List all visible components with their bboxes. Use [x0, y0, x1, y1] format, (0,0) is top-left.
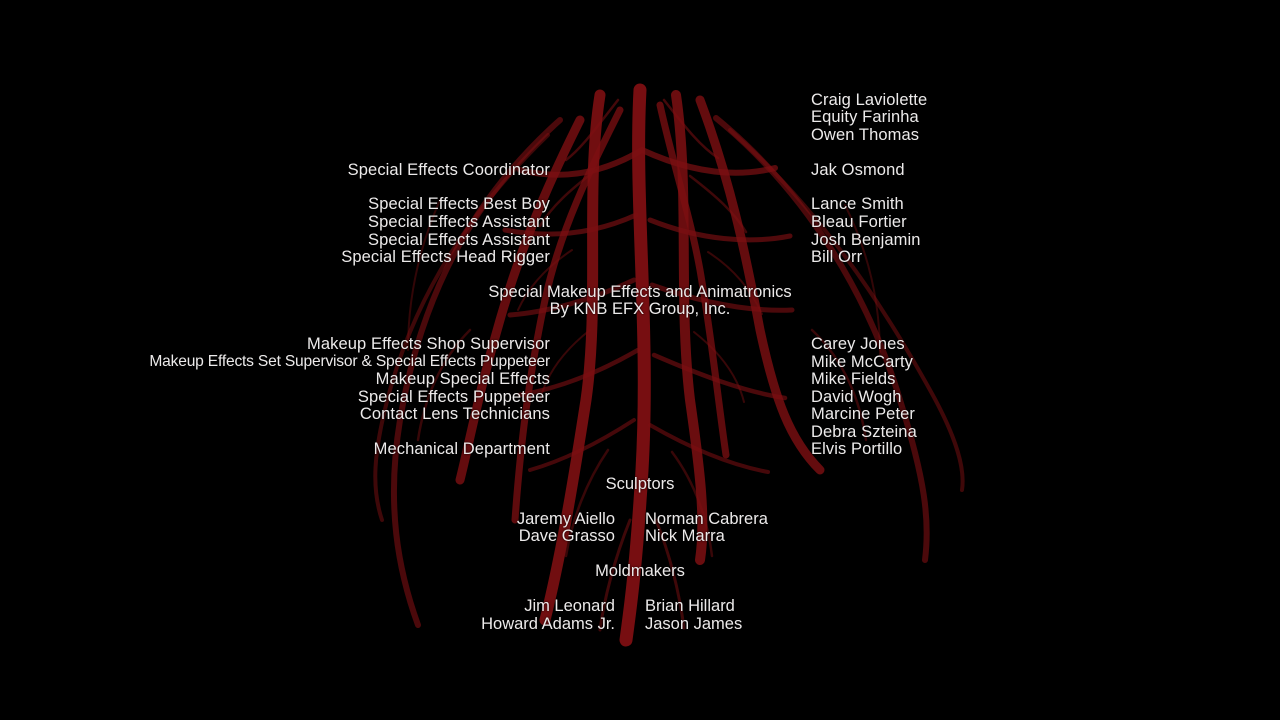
credit-name: Nick Marra: [645, 527, 725, 545]
credit-name: Equity Farinha: [811, 108, 919, 126]
section-heading-line-2: By KNB EFX Group, Inc.: [549, 300, 731, 318]
credit-name: Marcine Peter: [811, 405, 916, 423]
credit-role: Special Effects Assistant: [368, 213, 550, 231]
credit-role: Makeup Special Effects: [375, 370, 550, 388]
credit-name: Carey Jones: [811, 335, 905, 353]
credit-name: Jaremy Aiello: [516, 510, 615, 528]
credit-name: Lance Smith: [811, 195, 904, 213]
credit-name: Howard Adams Jr.: [481, 615, 615, 633]
credit-role: Special Effects Coordinator: [347, 161, 550, 179]
credit-role: Special Effects Head Rigger: [341, 248, 550, 266]
credit-name: Jim Leonard: [524, 597, 615, 615]
credit-role: Contact Lens Technicians: [359, 405, 550, 423]
credit-name: Norman Cabrera: [645, 510, 768, 528]
section-heading-line-1: Special Makeup Effects and Animatronics: [488, 283, 792, 301]
moldmakers-heading: Moldmakers: [595, 562, 685, 580]
credit-name: David Wogh: [811, 388, 902, 406]
credit-name: Jak Osmond: [811, 161, 905, 179]
credit-name: Mike McCarty: [811, 353, 914, 371]
credit-name: Josh Benjamin: [811, 231, 921, 249]
credit-name: Bleau Fortier: [811, 213, 907, 231]
credit-role: Special Effects Best Boy: [368, 195, 550, 213]
credit-name: Mike Fields: [811, 370, 896, 388]
credit-role: Special Effects Assistant: [368, 231, 550, 249]
credit-name: Dave Grasso: [518, 527, 615, 545]
credit-name: Debra Szteina: [811, 423, 917, 441]
credit-role: Makeup Effects Shop Supervisor: [307, 335, 550, 353]
credit-role: Mechanical Department: [373, 440, 550, 458]
credit-name: Jason James: [645, 615, 743, 633]
credit-role: Special Effects Puppeteer: [357, 388, 550, 406]
credit-name: Craig Laviolette: [811, 91, 928, 109]
sculptors-heading: Sculptors: [605, 475, 675, 493]
credit-name: Elvis Portillo: [811, 440, 903, 458]
credit-name: Bill Orr: [811, 248, 863, 266]
credit-role: Makeup Effects Set Supervisor & Special Effects Puppeteer: [149, 353, 550, 370]
credit-name: Brian Hillard: [645, 597, 735, 615]
credit-name: Owen Thomas: [811, 126, 920, 144]
